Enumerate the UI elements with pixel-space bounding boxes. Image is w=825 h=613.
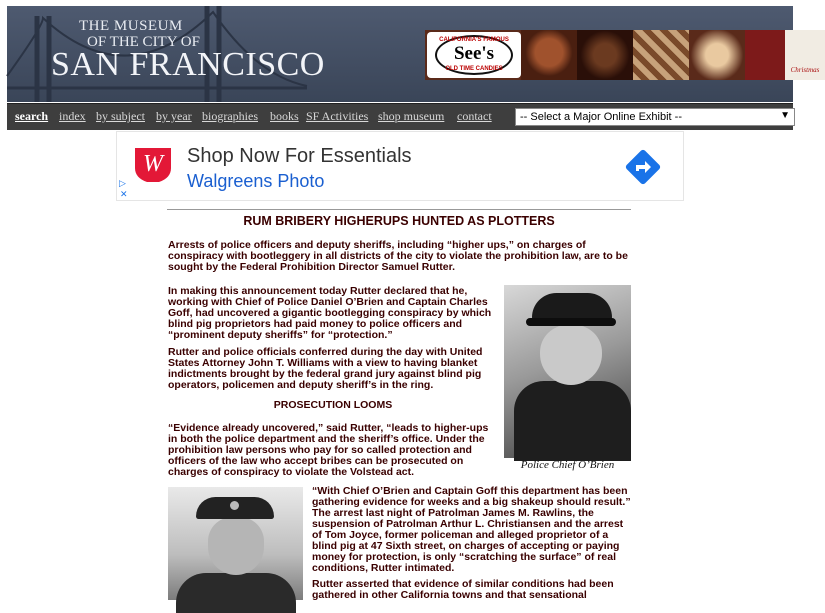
nav-link-by-year[interactable]: by year xyxy=(156,109,192,123)
museum-name-line2: OF THE CITY OF xyxy=(87,34,200,50)
photo-figure-body xyxy=(176,573,296,613)
ad-title[interactable]: Shop Now For Essentials xyxy=(187,145,412,167)
christmas-gift-image xyxy=(785,30,825,80)
exhibit-select-value: -- Select a Major Online Exhibit -- xyxy=(520,111,682,123)
walgreens-logo-icon xyxy=(133,144,173,184)
nav-link-search[interactable]: search xyxy=(15,109,49,123)
walgreens-ad[interactable] xyxy=(116,131,684,201)
chevron-down-icon: ▼ xyxy=(780,110,790,121)
cap-badge-icon xyxy=(230,501,239,510)
article-paragraph: “Evidence already uncovered,” said Rutter, “leads to higher-ups in both the police department and the sheriff’s office. Under the prohibition law persons who pay for so called protection and officers of the law who accept bribes can be prosecuted on charges of conspiracy to violate the Volstead act. xyxy=(168,422,489,478)
museum-name-line1: THE MUSEUM xyxy=(79,18,183,34)
article-paragraph: In making this announcement today Rutter declared that he, working with Chief of Police Daniel O’Brien and Captain Charles Goff, had uncovered a gigantic bootlegging conspiracy by which blind pig proprietors had paid money to police officers and “prominent deputy sheriffs” for “protection.” xyxy=(168,285,492,341)
museum-logo-title[interactable]: SAN FRANCISCO xyxy=(51,46,325,83)
nav-link-contact[interactable]: contact xyxy=(457,109,492,123)
nav-link-by-subject[interactable]: by subject xyxy=(96,109,145,123)
exhibit-select[interactable] xyxy=(515,108,795,126)
photo-figure-cap xyxy=(532,293,612,321)
photo-figure-face xyxy=(208,517,264,575)
article-paragraph: Rutter asserted that evidence of similar conditions had been gathered in other California towns and that sensational xyxy=(312,578,614,601)
nav-link-biographies[interactable]: biographies xyxy=(202,109,258,123)
photo-figure-face xyxy=(540,325,602,385)
sees-brand-name: See's xyxy=(453,43,495,64)
article-paragraph: “With Chief O’Brien and Captain Goff this department has been gathering evidence for weeks and a big shakeup should result.” The arrest last night of Patrolman James M. Rawlins, the suspension of Patrolman Arthur L. Christiansen and the arrest of Tom Joyce, former policeman and alleged proprietor of a blind pig at 47 Sixth street, on charges of accepting or paying money for protection, is only “scratching the surface” of real conditions, Rutter intimated. xyxy=(312,485,631,574)
sees-tagline-top: CALIFORNIA'S FAMOUS xyxy=(439,37,509,43)
chocolate-image xyxy=(689,30,745,80)
gift-box-image xyxy=(745,30,785,80)
svg-text:W: W xyxy=(143,151,163,177)
photo-figure-body xyxy=(514,381,631,461)
nav-link-shop-museum[interactable]: shop museum xyxy=(378,109,445,123)
article-subheading: PROSECUTION LOOMS xyxy=(273,399,393,411)
sees-tagline-bottom: OLD TIME CANDIES xyxy=(445,66,503,72)
chocolate-image xyxy=(577,30,633,80)
photo-caption: Police Chief O’Brien xyxy=(520,459,615,471)
police-officer-photo xyxy=(168,487,303,600)
sees-logo xyxy=(427,32,521,78)
sees-candies-ad[interactable] xyxy=(425,30,820,80)
chocolate-image xyxy=(633,30,689,80)
main-nav xyxy=(7,103,793,130)
article-paragraph: Arrests of police officers and deputy sheriffs, including “higher ups,” on charges of conspiracy with bootleggery in all districts of the city to violate the prohibition law, are to be sought by the Federal Prohibition Director Samuel Rutter. xyxy=(168,239,628,273)
ad-subtitle[interactable]: Walgreens Photo xyxy=(187,171,325,191)
chocolate-image xyxy=(521,30,577,80)
ad-close-icon[interactable]: ✕ xyxy=(120,189,128,199)
directions-arrow-icon[interactable] xyxy=(625,149,661,185)
site-header xyxy=(7,6,820,102)
divider xyxy=(167,209,631,210)
nav-link-books[interactable]: books xyxy=(270,109,299,123)
nav-link-index[interactable]: index xyxy=(59,109,86,123)
gift-label: Christmas xyxy=(790,66,820,74)
article-paragraph: Rutter and police officials conferred during the day with United States Attorney John T. Williams with a view to having blanket indictments brought by the federal grand jury against blind pig operators, policemen and deputy sheriff’s in the ring. xyxy=(168,346,483,391)
photo-figure-visor xyxy=(526,318,616,326)
article-headline: RUM BRIBERY HIGHERUPS HUNTED AS PLOTTERS xyxy=(243,214,555,228)
police-chief-photo xyxy=(504,285,631,458)
ad-info-icon[interactable]: ▷ xyxy=(119,178,126,188)
nav-link-sf-activities[interactable]: SF Activities xyxy=(306,109,369,123)
